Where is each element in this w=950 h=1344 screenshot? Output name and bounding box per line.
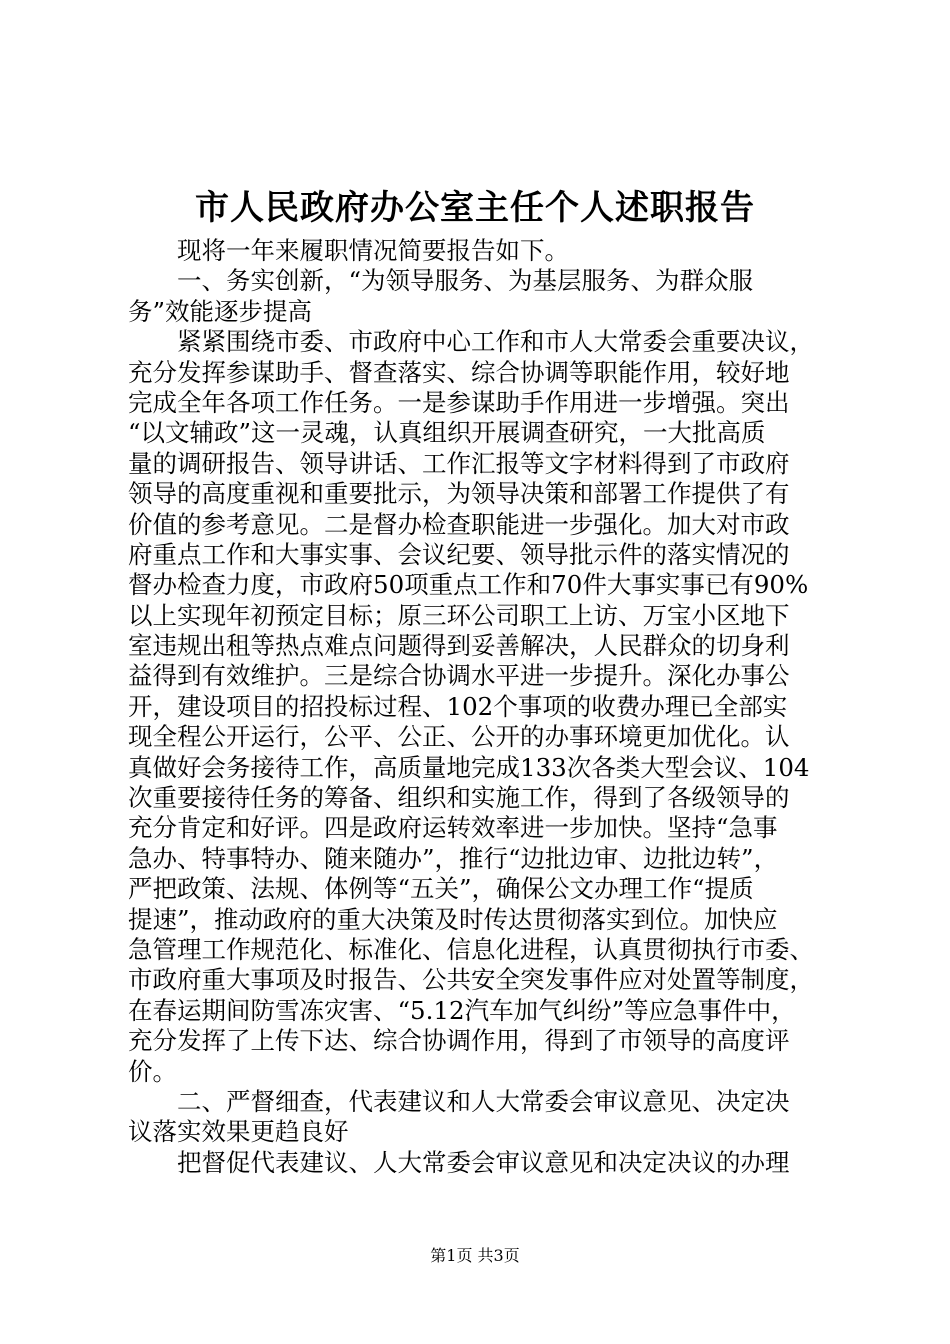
body-line: 次重要接待任务的筹备、组织和实施工作，得到了各级领导的 xyxy=(128,783,790,813)
document-title: 市人民政府办公室主任个人述职报告 xyxy=(195,188,755,228)
page-footer: 第1页 共3页 xyxy=(430,1246,520,1265)
body-line: 务”效能逐步提高 xyxy=(128,296,313,326)
body-line: 提速”，推动政府的重大决策及时传达贯彻落实到位。加快应 xyxy=(128,904,778,934)
body-line: 充分发挥了上传下达、综合协调作用，得到了市领导的高度评 xyxy=(128,1026,790,1056)
body-line: 督办检查力度，市政府50项重点工作和70件大事实事已有90% xyxy=(128,570,809,600)
body-line: 价值的参考意见。二是督办检查职能进一步强化。加大对市政 xyxy=(128,509,790,539)
body-line: 在春运期间防雪冻灾害、“5.12汽车加气纠纷”等应急事件中， xyxy=(128,995,796,1025)
body-line: 量的调研报告、领导讲话、工作汇报等文字材料得到了市政府 xyxy=(128,448,790,478)
body-line: 现全程公开运行，公平、公正、公开的办事环境更加优化。认 xyxy=(128,722,790,752)
body-line: 一、务实创新，“为领导服务、为基层服务、为群众服 xyxy=(128,266,754,296)
body-line: 市政府重大事项及时报告、公共安全突发事件应对处置等制度， xyxy=(128,965,814,995)
body-line: 室违规出租等热点难点问题得到妥善解决，人民群众的切身利 xyxy=(128,631,790,661)
body-line: 把督促代表建议、人大常委会审议意见和决定决议的办理 xyxy=(128,1147,790,1177)
body-line: 价。 xyxy=(128,1056,177,1086)
body-line: 益得到有效维护。三是综合协调水平进一步提升。深化办事公 xyxy=(128,661,790,691)
body-line: 议落实效果更趋良好 xyxy=(128,1117,349,1147)
body-line: 二、严督细查，代表建议和人大常委会审议意见、决定决 xyxy=(128,1086,790,1116)
body-line: 完成全年各项工作任务。一是参谋助手作用进一步增强。突出 xyxy=(128,387,790,417)
body-line: 以上实现年初预定目标；原三环公司职工上访、万宝小区地下 xyxy=(128,600,790,630)
body-line: 急管理工作规范化、标准化、信息化进程，认真贯彻执行市委、 xyxy=(128,934,814,964)
document-body xyxy=(128,236,840,1178)
body-line: 领导的高度重视和重要批示，为领导决策和部署工作提供了有 xyxy=(128,479,790,509)
body-line: 开，建设项目的招投标过程、102个事项的收费办理已全部实 xyxy=(128,691,788,721)
body-line: 严把政策、法规、体例等“五关”，确保公文办理工作“提质 xyxy=(128,874,754,904)
body-line: 现将一年来履职情况简要报告如下。 xyxy=(128,236,569,265)
body-line: 紧紧围绕市委、市政府中心工作和市人大常委会重要决议， xyxy=(128,327,814,357)
body-line: 充分发挥参谋助手、督查落实、综合协调等职能作用，较好地 xyxy=(128,357,790,387)
body-line: 真做好会务接待工作，高质量地完成133次各类大型会议、104 xyxy=(128,752,810,782)
body-line: 府重点工作和大事实事、会议纪要、领导批示件的落实情况的 xyxy=(128,539,790,569)
body-line: 急办、特事特办、随来随办”，推行“边批边审、边批边转”， xyxy=(128,843,779,873)
body-line: 充分肯定和好评。四是政府运转效率进一步加快。坚持“急事 xyxy=(128,813,778,843)
body-line: “以文辅政”这一灵魂，认真组织开展调查研究，一大批高质 xyxy=(128,418,766,448)
